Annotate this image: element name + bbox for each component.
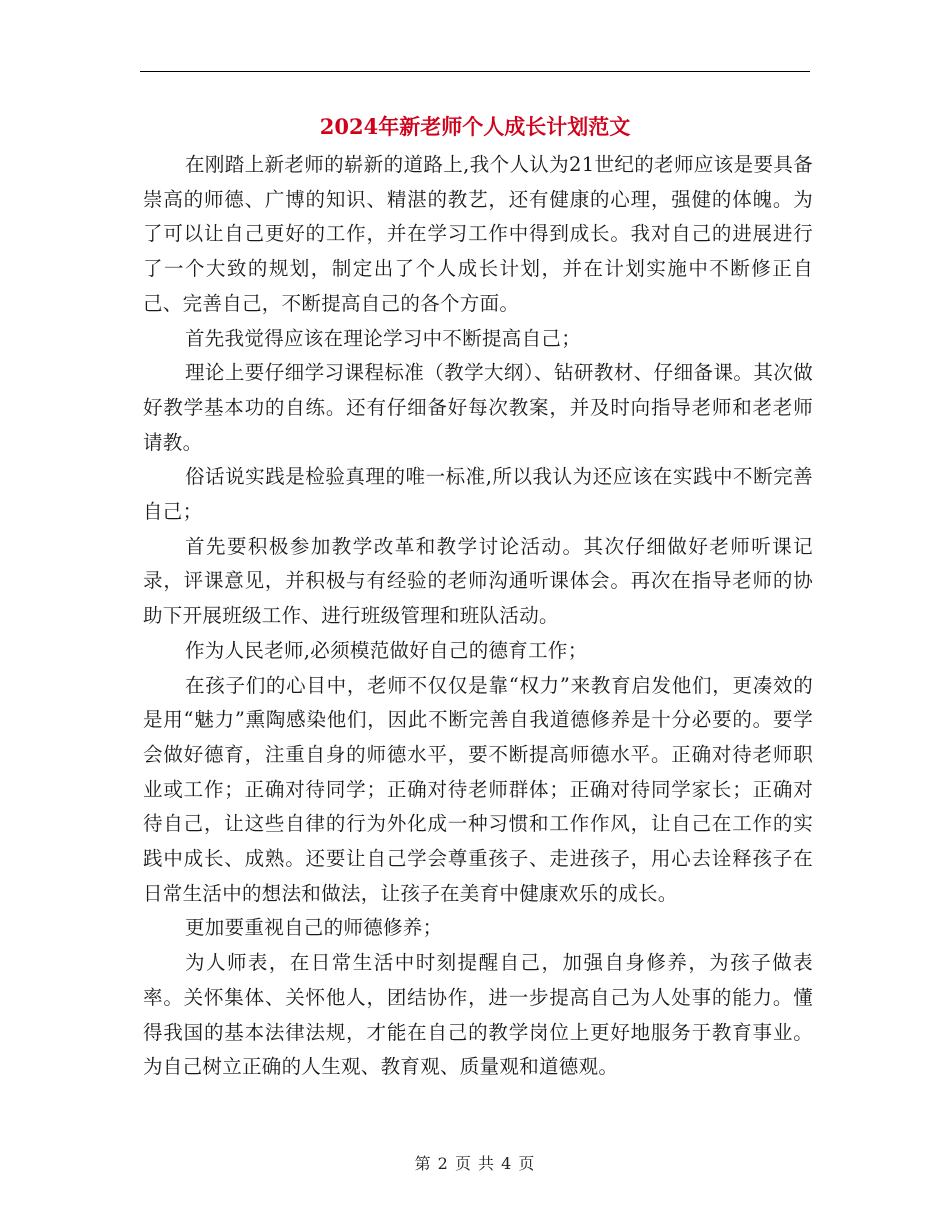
paragraph: 在刚踏上新老师的崭新的道路上,我个人认为21世纪的老师应该是要具备崇高的师德、广博的知识、精湛的教艺，还有健康的心理，强健的体魄。为了可以让自己更好的工作，并在学习工作中得到成长。我对自己的进展进行了一个大致的规划，制定出了个人成长计划，并在计划实施中不断修正自己、完善自己，不断提高自己的各个方面。 bbox=[143, 153, 813, 315]
paragraph: 理论上要仔细学习课程标准（教学大纲）、钻研教材、仔细备课。其次做好教学基本功的自练。还有仔细备好每次教案，并及时向指导老师和老老师请教。 bbox=[143, 361, 813, 454]
paragraph: 作为人民老师,必须模范做好自己的德育工作； bbox=[185, 638, 588, 662]
paragraph: 首先要积极参加教学改革和教学讨论活动。其次仔细做好老师听课记录，评课意见，并积极与有经验的老师沟通听课体会。再次在指导老师的协助下开展班级工作、进行班级管理和班队活动。 bbox=[143, 534, 813, 628]
paragraph: 首先我觉得应该在理论学习中不断提高自己； bbox=[185, 326, 582, 350]
document-body bbox=[143, 148, 813, 1085]
header-rule bbox=[140, 71, 810, 72]
paragraph: 为人师表，在日常生活中时刻提醒自己，加强自身修养，为孩子做表率。关怀集体、关怀他人，团结协作，进一步提高自己为人处事的能力。懂得我国的基本法律法规，才能在自己的教学岗位上更好地服务于教育事业。为自己树立正确的人生观、教育观、质量观和道德观。 bbox=[143, 951, 813, 1079]
paragraph: 更加要重视自己的师德修养； bbox=[185, 916, 443, 940]
document-title: 2024年新老师个人成长计划范文 bbox=[319, 114, 631, 139]
paragraph: 俗话说实践是检验真理的唯一标准,所以我认为还应该在实践中不断完善自己； bbox=[143, 465, 813, 524]
page-number: 第 2 页 共 4 页 bbox=[414, 1154, 536, 1173]
paragraph: 在孩子们的心目中，老师不仅仅是靠“权力”来教育启发他们，更凑效的是用“魅力”熏陶感染他们，因此不断完善自我道德修养是十分必要的。要学会做好德育，注重自身的师德水平，要不断提高师德水平。正确对待老师职业或工作；正确对待同学；正确对待老师群体；正确对待同学家长；正确对待自己，让这些自律的行为外化成一种习惯和工作作风，让自己在工作的实践中成长、成熟。还要让自己学会尊重孩子、走进孩子，用心去诠释孩子在日常生活中的想法和做法，让孩子在美育中健康欢乐的成长。 bbox=[143, 673, 813, 905]
